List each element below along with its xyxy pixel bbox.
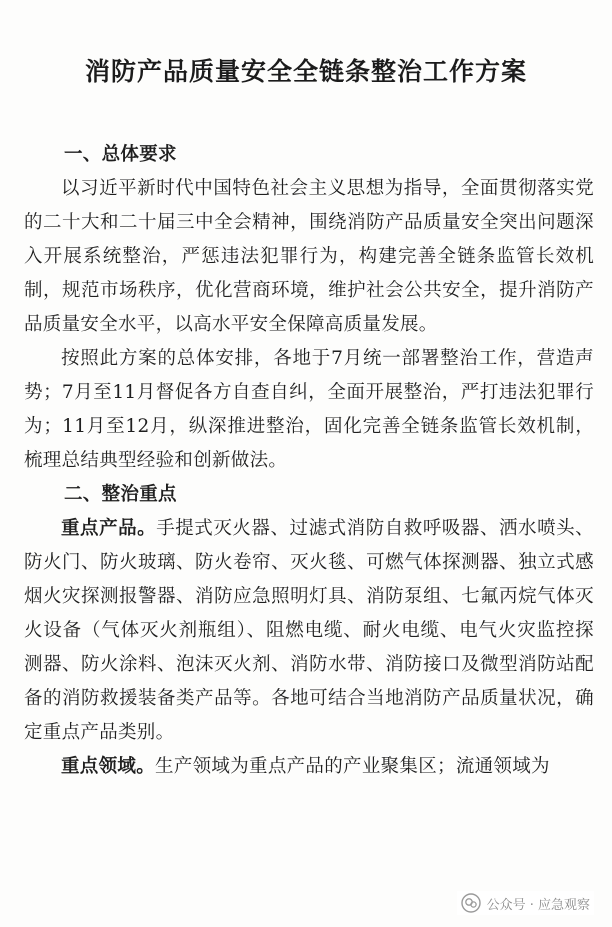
document-title: 消防产品质量安全全链条整治工作方案 — [84, 57, 527, 86]
section-heading-key-focus: 二、整治重点 — [64, 484, 177, 505]
document-body — [24, 138, 594, 784]
paragraph-key-areas — [24, 750, 594, 784]
paragraph-schedule: 按照此方案的总体安排，各地于7月统一部署整治工作，营造声势；7月至11月督促各方自查自纠，全面开展整治，严打违法犯罪行为；11月至12月，纵深推进整治，固化完善全链条监管长效机制，梳理总结典型经验和创新做法。 — [24, 348, 594, 471]
watermark-text: 公众号 · 应急观察 — [486, 897, 590, 913]
watermark — [457, 891, 594, 915]
paragraph-key-products — [24, 512, 594, 750]
section-heading-general-requirements: 一、总体要求 — [64, 144, 177, 165]
paragraph-guiding-principle: 以习近平新时代中国特色社会主义思想为指导，全面贯彻落实党的二十大和二十届三中全会精神，围绕消防产品质量安全突出问题深入开展系统整治，严惩违法犯罪行为，构建完善全链条监管长效机制，规范市场秩序，优化营商环境，维护社会公共安全，提升消防产品质量安全水平，以高水平安全保障高质量发展。 — [24, 178, 594, 335]
lead-key-products: 重点产品。 — [61, 518, 157, 539]
lead-key-areas: 重点领域。 — [61, 756, 156, 777]
key-products-text: 手提式灭火器、过滤式消防自救呼吸器、洒水喷头、防火门、防火玻璃、防火卷帘、灭火毯、可燃气体探测器、独立式感烟火灾探测报警器、消防应急照明灯具、消防泵组、七氟丙烷气体灭火设备（气体灭火剂瓶组）、阻燃电缆、耐火电缆、电气火灾监控探测器、防火涂料、泡沫灭火剂、消防水带、消防接口及微型消防站配备的消防救援装备类产品等。各地可结合当地消防产品质量状况，确定重点产品类别。 — [24, 518, 594, 743]
key-areas-text: 生产领域为重点产品的产业聚集区；流通领域为 — [155, 756, 550, 777]
wechat-official-account-icon — [461, 893, 481, 913]
